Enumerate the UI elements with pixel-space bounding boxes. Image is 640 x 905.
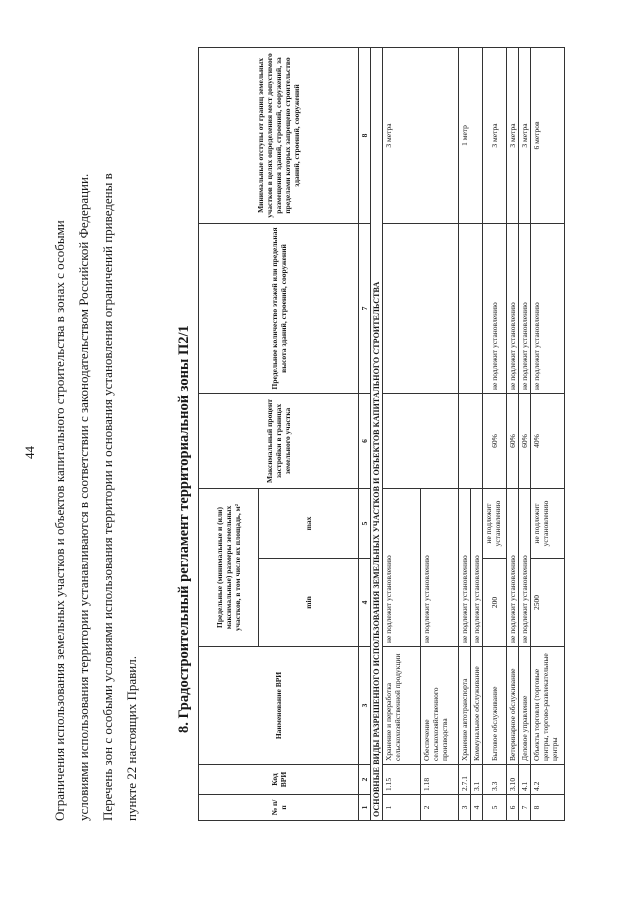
cell-floors-group (383, 223, 459, 393)
header-percent: Максимальный процент застройки в границах земельного участка (199, 393, 359, 488)
cell-setback: 3 метра (519, 47, 531, 223)
cell-code: 3.10 (507, 765, 519, 795)
paragraph-line: Перечень зон с особыми условиями использования территории и основания установления ограничений приведены в (100, 173, 115, 821)
cell-code: 2.7.1 (459, 765, 471, 795)
col-number: 7 (359, 223, 371, 393)
col-number: 5 (359, 488, 371, 558)
cell-max: не подлежит установлению (531, 488, 565, 558)
table-row (383, 47, 421, 820)
col-number: 1 (359, 795, 371, 821)
cell-floors: не подлежит установлению (519, 223, 531, 393)
cell-code: 1.15 (383, 765, 421, 795)
cell-num: 6 (507, 795, 519, 821)
cell-setback-group: 3 метра (383, 47, 459, 223)
paragraph-line: пункте 22 настоящих Правил. (124, 656, 139, 821)
col-number: 2 (359, 765, 371, 795)
regulation-table (198, 47, 565, 821)
cell-code: 4.2 (531, 765, 565, 795)
cell-code: 3.1 (471, 765, 483, 795)
cell-floors: не подлежит установлению (507, 223, 519, 393)
cell-size-merged: не подлежит установлению (459, 488, 471, 646)
cell-name: Коммунальное обслуживание (471, 647, 483, 765)
cell-name: Ветеринарное обслуживание (507, 647, 519, 765)
cell-percent: 60% (507, 393, 519, 488)
cell-floors: не подлежит установлению (531, 223, 565, 393)
cell-percent-group (459, 393, 483, 488)
column-number-row (359, 47, 371, 820)
cell-name: Объекты торговли (торговые центры, торгово-развлекательные центры (531, 647, 565, 765)
cell-percent: 60% (483, 393, 507, 488)
table-row (459, 47, 471, 820)
cell-percent: 60% (519, 393, 531, 488)
header-name: Наименование ВРИ (199, 647, 359, 765)
cell-name: Обеспечение сельскохозяйственного производства (421, 647, 459, 765)
cell-name: Хранение и переработка сельскохозяйственной продукции (383, 647, 421, 765)
cell-num: 5 (483, 795, 507, 821)
section-heading: 8. Градостроительный регламент территориальной зоны П2/1 (176, 325, 192, 733)
cell-num: 2 (421, 795, 459, 821)
section-title: ОСНОВНЫЕ ВИДЫ РАЗРЕШЕННОГО ИСПОЛЬЗОВАНИЯ ЗЕМЕЛЬНЫХ УЧАСТКОВ И ОБЪЕКТОВ КАПИТАЛЬНОГО СТРОИТЕЛЬСТВА (371, 47, 383, 820)
cell-name: Хранение автотранспорта (459, 647, 471, 765)
table-row (519, 47, 531, 820)
cell-max: не подлежит установлению (483, 488, 507, 558)
header-code: Код ВРИ (199, 765, 359, 795)
table-row (507, 47, 519, 820)
cell-size-merged: не подлежит установлению (471, 488, 483, 646)
cell-code: 4.1 (519, 765, 531, 795)
table-row (483, 47, 507, 820)
paragraph-line: Ограничения использования земельных участков и объектов капитального строительства в зонах с особыми (52, 220, 67, 821)
header-setback: Минимальные отступы от границ земельных участков в целях определения мест допустимого размещения зданий, строений, сооружений, за пределами которых запрещено строительство зданий, строений, сооружений (199, 47, 359, 223)
col-number: 3 (359, 647, 371, 765)
col-number: 8 (359, 47, 371, 223)
header-row (199, 47, 259, 820)
header-floors: Предельное количество этажей или предельная высота зданий, строений, сооружений (199, 223, 359, 393)
table-row (531, 47, 565, 820)
cell-floors-group (459, 223, 483, 393)
col-number: 6 (359, 393, 371, 488)
cell-setback: 3 метра (483, 47, 507, 223)
cell-num: 3 (459, 795, 471, 821)
cell-num: 8 (531, 795, 565, 821)
header-min: min (259, 559, 359, 647)
section-row (371, 47, 383, 820)
cell-min: 2500 (531, 559, 565, 647)
page-number: 44 (22, 446, 37, 459)
header-num: № п/п (199, 795, 359, 821)
cell-min: 200 (483, 559, 507, 647)
col-number: 4 (359, 559, 371, 647)
cell-size-merged: не подлежит установлению (421, 488, 459, 646)
cell-num: 4 (471, 795, 483, 821)
cell-code: 1.18 (421, 765, 459, 795)
cell-setback-group: 1 метр (459, 47, 483, 223)
cell-name: Бытовое обслуживание (483, 647, 507, 765)
cell-size-merged: не подлежит установлению (507, 488, 519, 646)
cell-floors: не подлежит установлению (483, 223, 507, 393)
paragraph-line: условиями использования территории устанавливаются в соответствии с законодательством Российской Федерации. (76, 173, 91, 821)
cell-percent: 40% (531, 393, 565, 488)
cell-setback: 3 метра (507, 47, 519, 223)
cell-name: Деловое управление (519, 647, 531, 765)
header-max: max (259, 488, 359, 558)
header-size-group (199, 488, 259, 646)
header-size-group-text: Предельные (минимальные и (или) максимальные) размеры земельных участков, в том числе их площадь, м² (215, 504, 242, 631)
cell-setback: 6 метров (531, 47, 565, 223)
cell-percent-group (383, 393, 459, 488)
cell-num: 7 (519, 795, 531, 821)
cell-code: 3.3 (483, 765, 507, 795)
cell-num: 1 (383, 795, 421, 821)
cell-size-merged: не подлежит установлению (383, 488, 421, 646)
cell-size-merged: не подлежит установлению (519, 488, 531, 646)
